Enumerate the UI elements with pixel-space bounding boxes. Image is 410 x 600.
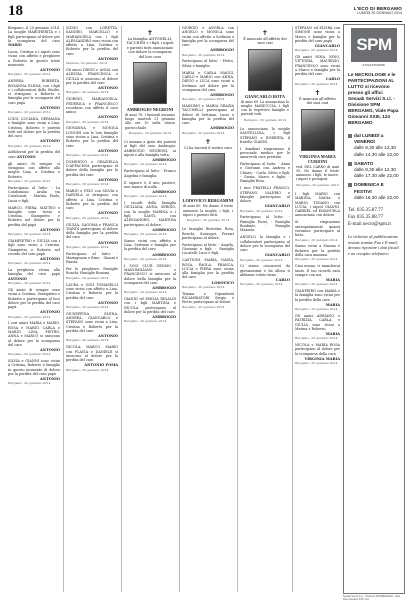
logo-subtitle: ESSEPIEMME [362, 63, 386, 67]
notice-date: Bergamo, 20 gennaio 2014 [66, 244, 109, 249]
notice-text: Si ringraziano anticipatamente quanti vorranno partecipare al lutto. [295, 220, 340, 238]
notice-date: Bergamo, 20 gennaio 2014 [8, 381, 51, 386]
notice-signature: ANTONIO [98, 148, 118, 153]
condolence-notice [295, 244, 340, 261]
publication-name: L'ECO DI BERGAMO [353, 6, 402, 11]
notice-signature: ANTONIO [40, 377, 60, 382]
notice-date: Bergamo, 20 gennaio 2014 [295, 282, 338, 287]
condolence-notice [124, 239, 176, 261]
notice-text: Siamo vicini a Marina e Roberto per la perdita della cara mamma. [295, 244, 340, 258]
notice-column-1 [8, 26, 60, 592]
notice-signature: AMBROGIO [152, 227, 176, 232]
notice-signature: GIANCARLO [264, 204, 290, 209]
office-hours [348, 133, 400, 201]
notice-date: Bergamo, 20 gennaio 2014 [296, 182, 339, 187]
email-address[interactable]: E-mail necro@spm.it [348, 222, 391, 228]
notice-signature: AMBROGIO [152, 286, 176, 290]
notice-signature: ANTONIO [98, 211, 118, 216]
notice-text: Partecipano al lutto: - Angela, Giovanni e figli; - Famiglia Locatelli, Luca e figli. [182, 242, 234, 256]
condolence-notice [8, 321, 60, 356]
notice-signature: ANTONIO [98, 86, 118, 91]
notice-text: I familiari ringraziano il personale medico per le amorevoli cure prestate. [240, 146, 290, 160]
notice-text: Partecipano al lutto: - Mariagrazia e Rino; - Gianni e Fausta. [66, 251, 118, 265]
notice-signature: ANTONIO [98, 300, 118, 305]
notice-date: Bergamo, 20 gennaio 2014 [295, 336, 338, 341]
condolence-notice [8, 359, 60, 386]
notice-text: GIAMPIETRO e GIULIA con i figli sono vicini a Cristina, Giampietro e Roberto nel ricordo del caro papà [8, 239, 60, 256]
hours-sunday: DOMENICA E FESTIVI dalle 16,30 alle 22,00 [348, 182, 400, 201]
notice-date: Bergamo, 20 gennaio 2014 [240, 282, 283, 287]
condolence-notice [295, 55, 340, 86]
notice-date: Bergamo, 20 gennaio 2014 [8, 281, 51, 286]
notice-text: Partecipano al lutto: - Anna e Giovanni con Andrea e Chiara; - Carla, Silvio e figli; - Cinzia, Marco e figlie; - Famiglie Rota. [240, 162, 290, 184]
condolence-notice [124, 297, 176, 324]
notice-text: Gli amici di sempre sono vicini a Cristina, Giampietro e Roberto e partecipano al loro dolore per la perdita del caro papà [8, 287, 60, 310]
notice-text: Gli amici NINA, NINO, VITTORIA, MAURIZIO, FRANCESCO sono vicini a Marco e famiglia per la perdita del caro [295, 55, 340, 77]
notice-signature: GIANCARLO [314, 43, 340, 48]
notice-text: GIUSEPPINA ELENA, ANDREA, GIANCARLO e STEFANO sono vicini a Lina, Cristina e Roberto per la perdita del caro [66, 311, 118, 334]
notice-date: Bergamo, 20 gennaio 2014 [8, 314, 51, 319]
notice-date: Bergamo, 20 gennaio 2014 [8, 261, 51, 266]
condolence-notice [8, 206, 60, 237]
condolence-notice [124, 169, 176, 178]
notice-signature: LODOVICO [211, 280, 234, 285]
condolence-notice [240, 147, 290, 160]
condolence-notice [240, 264, 290, 286]
condolence-notice [124, 201, 176, 236]
notice-date: Bergamo, 20 gennaio 2014 [182, 52, 225, 57]
square-bullet-icon [348, 183, 352, 187]
condolence-notice [240, 235, 290, 262]
square-bullet-icon [348, 134, 352, 138]
notice-column-3 [124, 26, 176, 592]
hours-saturday: SABATO dalle 8,30 alle 12,30 dalle 17,30 alle 22,00 [348, 161, 400, 180]
notice-date: Bergamo, 20 gennaio 2014 [8, 178, 51, 183]
obituary-details: di anni 80. Ne danno il triste annuncio la moglie, i figli, i nipoti e parenti tutti. [183, 204, 233, 217]
notice-text: Siamo vicini con affetto a Lina, Settimia e famiglia per la perdita del caro [124, 238, 176, 252]
publication-date: LUNEDÌ 20 GENNAIO 2014 [357, 11, 402, 15]
condolence-notice [182, 71, 234, 102]
notice-date: Bergamo, 20 gennaio 2014 [182, 284, 225, 289]
deceased-name: VIRGINIA MARIA CURIONI [299, 153, 336, 164]
notice-date: Bergamo, 20 gennaio 2014 [295, 237, 338, 242]
condolence-notice [295, 343, 340, 365]
condolence-notice [66, 223, 118, 250]
condolence-notice [8, 26, 60, 47]
notice-text: Per le preghiere: Famiglie Ronchi; Famiglie Bonomi. [66, 267, 118, 276]
obituary-details: ved. DEL CARRO di anni 95. Ne danno il triste annuncio i figli, le nuore, i nipoti e pronipoti. [296, 164, 339, 182]
notice-text: Ciao nonna, ci mancherai tanto. Il tuo ricordo sarà sempre con noi. [295, 264, 340, 277]
obituary-details: di anni 69. Lo annunciano la moglie MARIUCCIA, i figli con le rispettive famiglie e parenti tutti. [241, 99, 289, 117]
condolence-notice [124, 264, 176, 295]
notice-signature: ANTONIO [40, 348, 60, 352]
notice-date: Bergamo, 20 gennaio 2014 [66, 275, 109, 280]
notice-date: Bergamo, 20 gennaio 2014 [295, 307, 338, 312]
cross-icon: ✝ [262, 29, 268, 37]
notice-signature: ANTONIO [40, 227, 60, 232]
deceased-name: AMBROGIO NEGRONI [126, 107, 174, 113]
notice-text: I cari amici MARIA e MARIO, ROSA e MARIO, CARLA e MARIO, LINA, PIETRO, ANNA e MARCO si uniscono al dolore per la scomparsa del caro [8, 321, 60, 347]
notice-text: Partecipano al lutto: - Franco Angelini e famiglia. [124, 169, 176, 178]
notice-text: I figli MARIO con MARINA, NADIA e MARIO, TIZIANO con LUCIA, i nipoti GIANNI, GABRIEL ed EMANUELA annunciano con dolore. [295, 191, 340, 218]
notice-signature: MARIA [325, 302, 340, 307]
notice-date: Bergamo, 20 gennaio 2014 [66, 215, 109, 220]
obituary-intro: È mancato all'affetto dei suoi cari [243, 37, 287, 46]
notice-date: Bergamo, 20 gennaio 2014 [124, 162, 167, 167]
notice-text: SILVIO con LORETTA, SANDRO, MARCELLO e MARIANGELA con i figli ALESSANDRO sono vicini con affetto a Lina, Cristina e Roberto per la perdita del caro [66, 26, 118, 56]
notice-signature: ANTONIO [98, 56, 118, 61]
notice-signature: MARIA [325, 331, 340, 336]
condolence-notice [66, 267, 118, 280]
condolence-notice [295, 192, 340, 218]
obituary-notice [240, 29, 290, 122]
notice-signature: ANTONIO [40, 256, 60, 261]
notice-text: Partecipano al lutto: - Pietro, Silvia e famiglie. [182, 59, 234, 68]
notice-signature: ANTONIO [98, 334, 118, 339]
notice-date: Bergamo, 20 gennaio 2014 [240, 208, 283, 213]
condolence-notice [8, 186, 60, 203]
notice-date: Bergamo, 20 gennaio 2014 [8, 143, 51, 148]
notice-text: Bergamo, il 20 gennaio 2014. La moglie MARGHERITA e i figli partecipano al dolore per la scomparsa del caro [8, 26, 60, 43]
deceased-name: GIANCARLO ROTA [245, 93, 285, 99]
notice-date: Bergamo, 20 gennaio 2014 [182, 130, 225, 135]
notice-text: I tuoi FRATELLI FRANCO, STEFANO, VALERIO e famiglie partecipano al dolore. [240, 186, 290, 204]
condolence-notice [295, 264, 340, 286]
notice-text: I ricordi della famiglia GIULIANA, ANNA, SERGIO, con la moglie MARINA e i figli SANTI, con ALESSANDRO, MARTINA partecipano al dolore. [124, 201, 176, 227]
notice-column-5 [240, 26, 290, 592]
condolence-notice [182, 26, 234, 57]
notice-signature: AMBROGIO [210, 126, 234, 131]
notice-column-2 [66, 26, 118, 592]
notice-date: Bergamo, 20 gennaio 2014 [66, 152, 109, 157]
cross-icon: ✝ [147, 29, 153, 37]
condolence-notice [8, 150, 60, 159]
notice-text: I SOCI CLUB GROMO - MASSIMILIANO e FRANCESCO si uniscono al dolore della famiglia per la scomparsa del caro [124, 263, 176, 285]
notice-signature: ANTONIO FOMA [84, 363, 118, 368]
notice-signature: GIANCARLO [264, 253, 290, 258]
hours-weekdays: dal LUNEDÌ a VENERDÌ dalle 8,30 alle 12,30 dalle 14,30 alle 22,00 [348, 133, 400, 158]
notice-text: DOMENICO e GRAZIELLA D'AFFACENA partecipano al dolore della famiglia per la perdita del caro [66, 159, 118, 177]
notice-signature: ANTONIO [40, 105, 60, 110]
condolence-notice [182, 292, 234, 309]
obituary-notice [295, 89, 340, 187]
notice-date: Bergamo, 20 gennaio 2014 [66, 119, 109, 124]
condolence-notice [66, 68, 118, 95]
obituary-details: di anni 78. I funerali avranno luogo martedì 21 gennaio alle ore 10 nella chiesa parrocchiale. [125, 113, 175, 130]
notice-text: MARIA e CARLA MAGGI, CARLO e MARIO con ANNA, DIEGO e LUCA sono vicini a Settimia nel dolore per la scomparsa del caro [182, 70, 234, 92]
notice-date: Bergamo, 20 gennaio 2014 [295, 257, 338, 262]
notice-text: Gli amici DIEGO e ANNA con ALESSIA, FRANCESCA e GIULIA si uniscono al dolore per la perdita del caro [66, 68, 118, 85]
portrait-photo [191, 153, 225, 195]
notice-date: Bergamo, 20 gennaio 2014 [124, 290, 167, 295]
notice-date: Bergamo, 20 gennaio 2014 [186, 218, 230, 223]
notice-signature: ANTONIO [98, 177, 118, 182]
condolence-notice [8, 268, 60, 285]
notice-text: MARIO e FELY con SILVIA e DANIELA si stringono con affetto a Lina, Cristina e Roberto per la perdita del caro [66, 189, 118, 211]
notice-signature: ANTONIO [40, 139, 60, 144]
ad-footer: Sesaab Servizi S.r.l. - Divisione SPM BERGAMO - Viale [343, 596, 401, 598]
condolence-notice [66, 283, 118, 310]
condolence-notice [66, 160, 118, 187]
notice-text: GIOVANNA e MONICA LONGHI con le loro famiglie sono vicine a Lina, Cristina e Roberto per la perdita del caro [66, 126, 118, 148]
notice-date: Bergamo, 20 gennaio 2014 [66, 338, 109, 343]
notice-text: gli amici di sempre si stringono con affetto alla moglie Lina, a Cristina e Roberto. [8, 161, 60, 179]
notice-text: MASSIMO e MARIA GRAZIA TACCHELLI partecipano al dolore di Settimia, Lucio e famiglia per la perdita del caro [182, 104, 234, 126]
notice-text: Ci siamo conosciuti da giovanissimi e da allora ti abbiamo voluto bene. [240, 264, 290, 277]
cross-icon: ✝ [205, 138, 211, 146]
notice-name: ANTONIO [8, 276, 27, 281]
contacts [348, 207, 400, 228]
notice-date: Bergamo, 20 gennaio 2014 [295, 48, 338, 53]
notice-date: Bergamo, 20 gennaio 2014 [66, 90, 109, 95]
notice-signature: ANTONIO [40, 310, 60, 315]
condolence-notice [240, 162, 290, 183]
notice-text: GIORGIO e ANGELA con ANGELO e MONICA sono vicini con affetto a Settimia e famiglia per la scomparsa del caro [182, 26, 234, 48]
notice-text: NICOLA, MARCO, MARIO con FLAVIA e DANIELE si uniscono al dolore per la perdita del caro [66, 345, 118, 363]
fax-number: Fax 035.35.88.77 [348, 215, 383, 221]
notice-text: LAURA e GIGI TOMASELLI sono vicini con affetto a Lina, Cristina e Roberto per la perdita del caro [66, 282, 118, 300]
notice-name: MARIO [8, 43, 22, 48]
notice-text: ANDREA ROBERTA, ROSANNA ELENA, con i figli e i collaboratori dello Studio, si stringono a Roberto e famiglia per la scomparsa del caro papà [8, 79, 60, 105]
notice-date: Bergamo, 20 gennaio 2014 [124, 231, 167, 236]
cross-icon: ✝ [314, 89, 321, 98]
condolence-notice [66, 345, 118, 372]
notice-text: Ci uniamo a gioia dei parenti ai figli del caro Ambrogio: AMBROGIO NEGRONI, ai nipoti e alla famiglia tutta. [124, 140, 176, 158]
obituary-notice [182, 138, 234, 222]
condolence-notice [124, 181, 176, 199]
notice-text: STEFANO ed ELVIRA con SIMONE sono vicini a Marco e famiglia per la perdita del caro papà [295, 26, 340, 43]
notice-text: ANGELO, la famiglia e i collaboratori partecipano al dolore per la scomparsa del caro [240, 235, 290, 253]
notice-text: La preghiera vicina alla famiglia del caro papà [8, 268, 60, 277]
portrait-photo [248, 49, 282, 91]
notice-text: Lucia, Cristina e i nipoti sono vicini con affetto e preghiere a Roberto in questo triste momento. [8, 50, 60, 67]
notice-text: GIULIA, SAGOMA e FRANCA TIANDI partecipano al dolore della famiglia per la perdita del caro [66, 222, 118, 240]
notice-date: Bergamo, 20 gennaio 2014 [8, 232, 51, 237]
notice-signature: VIRGINIA MARIA [304, 356, 340, 361]
condolence-notice [295, 220, 340, 241]
notice-text: Addolorati per la perdita del caro [8, 150, 60, 159]
condolence-notice [182, 104, 234, 135]
condolence-notice [295, 289, 340, 311]
notice-signature: MARIA [325, 277, 340, 282]
notice-signature: AMBROGIO [152, 158, 176, 163]
condolence-notice [8, 239, 60, 266]
obituary-intro: Ci ha lasciati il nostro caro [184, 146, 232, 150]
notice-text: Le famiglie Bertolini, Rota, Ronchi, Sonzogni, Ferrari partecipano al dolore. [182, 227, 234, 240]
notice-date: Bergamo, 20 gennaio 2014 [66, 367, 109, 372]
notice-date: Bergamo, 20 gennaio 2014 [8, 352, 51, 357]
condolence-notice [182, 227, 234, 240]
notice-column-4 [182, 26, 234, 592]
deceased-name: LODOVICO BERGAMINI [182, 198, 234, 204]
notice-date: Bergamo, 20 gennaio 2014 [295, 81, 338, 86]
notice-text: Partecipano al lutto: - La Condominio Aralia via Cavalcanti; - Marina, Paolo, Lucia e figli. [8, 185, 60, 203]
condolence-notice [182, 243, 234, 256]
notice-date: Bergamo, 20 gennaio 2014 [182, 304, 225, 309]
condolence-notice [240, 215, 290, 232]
condolence-notice [295, 26, 340, 53]
notice-date: Bergamo, 20 gennaio 2014 [124, 256, 167, 261]
notice-signature: AMBROGIO [152, 315, 176, 320]
notice-date: Bergamo, 20 gennaio 2014 [124, 319, 167, 324]
condolence-notice [66, 97, 118, 124]
notice-signature: ANTONIO [98, 240, 118, 245]
ad-note: Le richieste di pubblicazione inviate tramite Fax e E-mail, devono riportare i dati fiscali e un recapito telefonico [348, 234, 399, 256]
notice-text: CASTIONI, MARIA, NADIA, ROSA, PAOLA, FRANCA, LUCIA e PIERA sono vicine alla famiglia per la perdita del caro [182, 258, 234, 280]
notice-text: Partecipano al lutto: - Famiglia Pozzi; - Famiglia Bonfanti; - Famiglia Mazzola. [240, 215, 290, 233]
notice-text: SILVIA e GIANNI sono vicini a Cristina, Roberto e famiglie in questo momento di dolore per la perdita del caro papà [8, 359, 60, 377]
condolence-notice [124, 140, 176, 167]
notice-signature: CARLO [325, 77, 340, 82]
notice-text: NICOLA e MARIA ROSA partecipano al dolore per la scomparsa della cara [295, 343, 340, 356]
logo-text: SPM [356, 35, 392, 54]
notice-date: Bergamo, 20 gennaio 2014 [128, 130, 172, 135]
condolence-notice [182, 258, 234, 289]
condolence-notice [8, 117, 60, 148]
notice-date: Bergamo, 20 gennaio 2014 [66, 182, 109, 187]
condolence-notice [8, 288, 60, 319]
ad-text: Le NECROLOGIE e le PARTECIPAZIONI AL LUTTO si ricevono presso gli uffici Sesaab Servizi S.r.l. - Divisione SPM BERGAMO, Viale Papa Giovanni XXIII, 124 BERGAMO [348, 72, 399, 125]
notice-text: Lo annunciano la moglie SANTELLINA, i figli STEFANO e ROBERTA, il fratello GIANNI. [240, 126, 290, 144]
notice-date: Bergamo, 20 gennaio 2014 [295, 361, 338, 366]
masthead-right [354, 6, 402, 15]
notice-signature: ANTONIO [40, 68, 60, 73]
phone-number[interactable]: Tel. 035.35.87.77 [348, 208, 384, 214]
condolence-notice [66, 312, 118, 343]
notice-date: Madone, 20 gennaio 2014 [66, 61, 107, 66]
page-header [8, 4, 402, 22]
notice-date: Bergamo, 20 gennaio 2014 [182, 97, 225, 102]
notice-text: GIORGIO, MARIANGELA, FEDERICA e FRANCESCO ricordano con affetto il caro amico [66, 97, 118, 115]
notice-signature: AMBROGIO [152, 189, 176, 194]
notice-date: Bergamo, 20 gennaio 2014 [8, 110, 51, 115]
notice-column-6 [295, 26, 340, 592]
notice-signature: CARLO [275, 278, 290, 283]
obituary-intro: È mancata all'affetto dei suoi cari [299, 97, 336, 106]
spm-ad-box [343, 24, 405, 594]
condolence-notice [66, 252, 118, 265]
spm-logo [351, 28, 397, 62]
notice-signature: AMBROGIO [152, 252, 176, 257]
notice-text: GIANPIERO con MARIA e la famiglia sono vicini per la perdita della cara [295, 289, 340, 302]
notice-text: Tiziana e Dipendenti RICAMBIATORI Sergio e Pietro partecipano al dolore. [182, 291, 234, 305]
condolence-notice [295, 314, 340, 341]
condolence-notice [8, 162, 60, 183]
condolence-notice [66, 26, 118, 65]
notice-signature: AMBROGIO [210, 92, 234, 97]
condolence-notice [8, 50, 60, 77]
condolence-notice [182, 59, 234, 68]
condolence-notice [66, 126, 118, 157]
notice-text: GIANNI ed EMILIA RINALDI con i figli MARTINA e NICOLA partecipano al dolore per la perdita del caro [124, 297, 176, 315]
notice-date: Bergamo, 20 gennaio 2014 [66, 304, 109, 309]
notice-signature: ANTONIO [98, 115, 118, 120]
condolence-notice [240, 186, 290, 213]
notice-text: MARCO, PIERA, MATTEO e famiglie sono vicini a Cristina, Giampietro e Roberto nel dolore per la perdita del papà [8, 205, 60, 227]
notice-text: Il signore è il mio pastore, non manco di nulla. [124, 180, 176, 189]
notice-date: Bergamo, 20 gennaio 2014 [8, 72, 51, 77]
condolence-notice [8, 79, 60, 114]
notice-date: Bergamo, 20 gennaio 2014 [240, 257, 283, 262]
notice-text: Gli amici ADRIANO e PATRIZIA, CARLA e GIULIA sono vicini a Marina e Roberto. [295, 313, 340, 331]
obituary-notice [124, 29, 176, 135]
notice-text: LUIGI, LUCIANA, GERMANA e famiglie sono vicini a Lina, Cristina, Roberto e parenti tutti nel dolore per la perdita del caro [8, 117, 60, 139]
page-number: 18 [8, 3, 23, 19]
notice-date: Bergamo, 20 gennaio 2014 [243, 117, 287, 122]
portrait-photo [133, 62, 167, 104]
condolence-notice [240, 127, 290, 144]
notice-name: ANTONIO [16, 154, 36, 159]
square-bullet-icon [348, 162, 352, 166]
condolence-notice [66, 189, 118, 220]
obituary-intro: La famiglia ANTONELLI, TACCHINI e i figli, i nipoti e parenti tutti annunciano con dolore la scomparsa del loro caro [126, 37, 174, 59]
portrait-photo [301, 109, 335, 151]
notice-date: Bergamo, 20 gennaio 2014 [124, 194, 167, 199]
notice-signature: AMBROGIO [210, 48, 234, 53]
